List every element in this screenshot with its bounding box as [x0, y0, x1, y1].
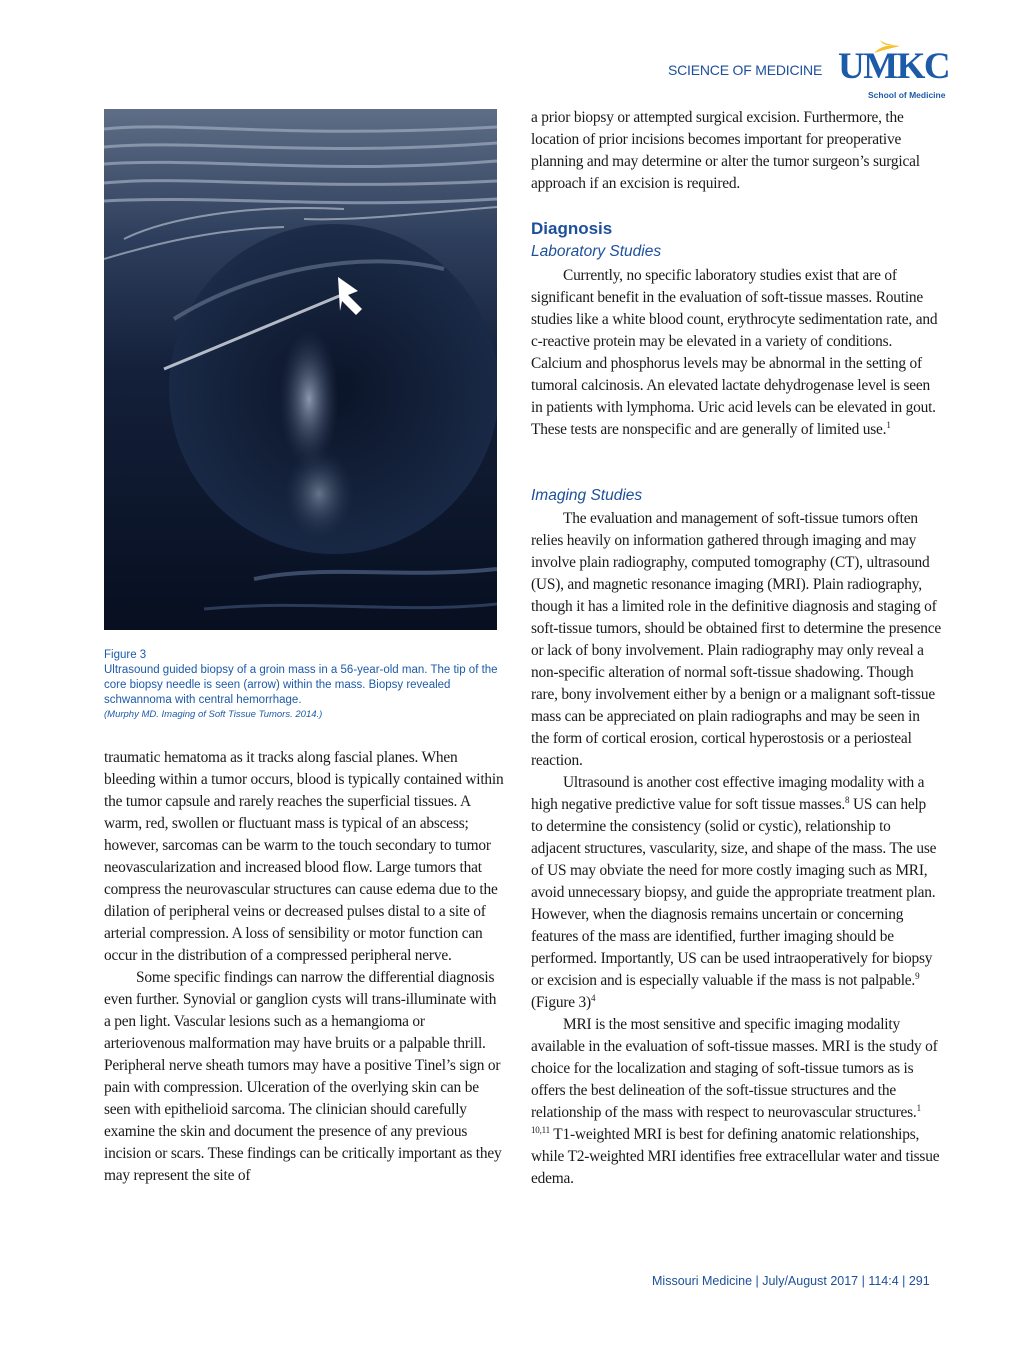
right-column-top: [531, 107, 941, 195]
subsection-heading: Laboratory Studies: [531, 243, 662, 260]
section-heading: Diagnosis: [531, 219, 613, 238]
reference: 4: [590, 992, 596, 1003]
figure-source: (Murphy MD. Imaging of Soft Tissue Tumors. 2014.): [104, 709, 323, 720]
reference: 9: [915, 970, 920, 981]
paragraph-text: (Figure 3): [531, 994, 591, 1011]
reference: 1: [886, 419, 891, 430]
body-paragraph: The evaluation and management of soft-tissue tumors often relies heavily on information gathered through imaging and may involve plain radiography, computed tomography (CT), ultrasound (US), and magnetic resonance imaging (MRI). Plain radiography, though it has a limited role in the definitive diagnosis and staging of soft-tissue tumors, should be obtained first to determine the presence or lack of bony involvement. Plain radiography may only reveal a non-specific alteration of normal soft-tissue shadowing. Though rare, bony involvement either by a benign or a malignant soft-tissue mass can be appreciated on plain radiographs and may be seen in the form of cortical erosion, cortical hyperostosis or a periosteal reaction.: [531, 510, 941, 769]
paragraph-text: Ultrasound is another cost effective imaging modality with a high negative predictive value for soft tissue masses.: [531, 774, 925, 813]
reference: 8: [845, 794, 850, 805]
paragraph-text: Currently, no specific laboratory studies exist that are of significant benefit in the evaluation of soft-tissue masses. Routine studies like a white blood count, erythrocyte sedimentation rate, and c-reactive protein may be elevated in a variety of conditions. Calcium and phosphorus levels may be abnormal in the setting of tumoral calcinosis. An elevated lactate dehydrogenase level is seen in patients with lymphoma. Uric acid levels can be elevated in gout. These tests are nonspecific and are generally of limited use.: [531, 267, 938, 438]
figure-caption: [104, 648, 504, 721]
logo-subtext: School of Medicine: [868, 90, 946, 100]
body-paragraph: [531, 772, 941, 1014]
figure-label: Figure 3: [104, 649, 147, 661]
body-paragraph: a prior biopsy or attempted surgical excision. Furthermore, the location of prior incisions becomes important for preoperative planning and may determine or alter the tumor surgeon’s surgical approach if an excision is required.: [531, 109, 920, 192]
paragraph-text: MRI is the most sensitive and specific imaging modality available in the evaluation of soft-tissue masses. MRI is the study of choice for the localization and staging of soft-tissue tumors as is offers the best delineation of the soft-tissue structures and the relationship of the mass with respect to neurovascular structures.: [531, 1016, 938, 1121]
umkc-logo: [838, 38, 950, 102]
body-paragraph: Some specific findings can narrow the differential diagnosis even further. Synovial or ganglion cysts will trans-illuminate with a pen light. Vascular lesions such as a hemangioma or arteriovenous malformation may have bruits or a palpable thrill. Peripheral nerve sheath tumors may have a positive Tinel’s sign or pain with compression. Ulceration of the overlying skin can be seen with epithelioid sarcoma. The clinician should carefully examine the skin and document the presence of any previous incision or scars. These findings can be critically important as they may represent the site of: [104, 969, 502, 1184]
section-title: SCIENCE OF MEDICINE: [668, 62, 823, 78]
body-paragraph: [531, 265, 941, 441]
paragraph-text: US can help to determine the consistency (solid or cystic), relationship to adjacent structures, vascularity, size, and shape of the mass. The use of US may obviate the need for more costly imaging such as MRI, avoid unnecessary biopsy, and guide the appropriate treatment plan. However, when the diagnosis remains uncertain or concerning features of the mass are identified, further imaging should be performed. Importantly, US can be used intraoperatively for biopsy or excision and is especially valuable if the mass is not palpable.: [531, 796, 937, 989]
figure-caption-text: Ultrasound guided biopsy of a groin mass in a 56-year-old man. The tip of the core biopsy needle is seen (arrow) within the mass. Biopsy revealed schwannoma with central hemorrhage.: [104, 664, 498, 706]
imaging-studies-text: [531, 508, 941, 1190]
subsection-heading: Imaging Studies: [531, 487, 643, 504]
body-paragraph: traumatic hematoma as it tracks along fascial planes. When bleeding within a tumor occurs, blood is typically contained within the tumor capsule and rarely reaches the superficial tissues. A warm, red, swollen or fluctuant mass is typical of an abscess; however, sarcomas can be warm to the touch secondary to tumor neovascularization and increased blood flow. Large tumors that compress the neurovascular structures can cause edema due to the dilation of peripheral veins or decreased pulses distal to a site of arterial compression. A loss of sensibility or motor function can occur in the distribution of a compressed peripheral nerve.: [104, 749, 504, 964]
lab-studies-text: [531, 265, 941, 441]
page-footer: Missouri Medicine | July/August 2017 | 114:4 | 291: [652, 1274, 930, 1288]
ultrasound-image: [104, 109, 497, 630]
paragraph-text: T1-weighted MRI is best for defining anatomic relationships, while T2-weighted MRI identifies free extracellular water and tissue edema.: [531, 1126, 940, 1187]
ultrasound-graphic: [104, 109, 497, 630]
reference: 1 10,11: [531, 1102, 921, 1135]
body-paragraph: [531, 1014, 941, 1190]
left-column: [104, 747, 504, 1187]
logo-wordmark: UMKC: [838, 46, 950, 87]
